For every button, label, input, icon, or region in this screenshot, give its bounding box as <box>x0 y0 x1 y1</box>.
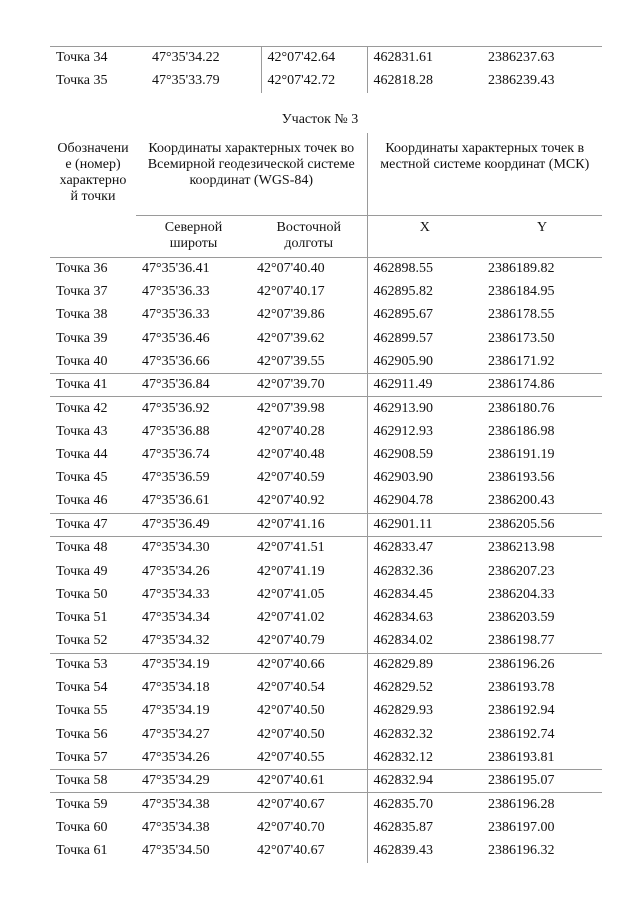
y-cell: 2386195.07 <box>482 770 602 793</box>
point-name: Точка 58 <box>50 770 136 793</box>
x-cell: 462835.70 <box>367 793 482 816</box>
y-cell: 2386196.32 <box>488 843 555 859</box>
header-msk: Координаты характерных точек в местной системе координат (МСК) <box>367 133 602 215</box>
longitude-cell: 42°07'40.67 <box>251 793 367 816</box>
point-name: Точка 51 <box>56 610 108 626</box>
x-cell: 462834.45 <box>367 583 482 606</box>
latitude-cell: 47°35'36.61 <box>142 493 210 509</box>
table-row <box>50 420 602 443</box>
latitude-cell: 47°35'34.50 <box>142 843 210 859</box>
longitude-cell: 42°07'42.64 <box>261 47 367 70</box>
x-cell: 462829.52 <box>367 676 482 699</box>
table-row <box>50 280 602 303</box>
longitude-cell: 42°07'39.55 <box>257 353 325 369</box>
x-cell: 462834.63 <box>367 606 482 629</box>
y-cell: 2386193.81 <box>488 749 555 765</box>
latitude-cell: 47°35'36.41 <box>136 257 251 280</box>
point-name: Точка 60 <box>56 819 108 835</box>
longitude-cell: 42°07'40.54 <box>257 679 325 695</box>
x-cell: 462903.90 <box>367 467 482 490</box>
table-row <box>50 723 602 746</box>
point-name: Точка 43 <box>56 423 108 439</box>
x-cell: 462913.90 <box>367 397 482 420</box>
point-name: Точка 52 <box>56 633 108 649</box>
longitude-cell: 42°07'40.40 <box>251 257 367 280</box>
point-name: Точка 61 <box>56 843 108 859</box>
longitude-cell: 42°07'40.59 <box>257 470 325 486</box>
point-name: Точка 44 <box>56 447 108 463</box>
latitude-cell: 47°35'33.79 <box>152 73 220 88</box>
x-cell: 462899.57 <box>367 327 482 350</box>
point-name: Точка 46 <box>56 493 108 509</box>
header-lon: Восточной долготы <box>276 219 341 251</box>
y-cell: 2386180.76 <box>482 397 602 420</box>
table-row <box>50 816 602 839</box>
y-cell: 2386189.82 <box>482 257 602 280</box>
x-cell: 462905.90 <box>367 350 482 373</box>
longitude-cell: 42°07'40.50 <box>257 726 325 742</box>
y-cell: 2386178.55 <box>488 307 555 323</box>
x-cell: 462895.67 <box>367 304 482 327</box>
x-cell: 462832.12 <box>367 746 482 769</box>
y-cell: 2386191.19 <box>488 447 555 463</box>
latitude-cell: 47°35'34.30 <box>136 537 251 560</box>
table-row <box>50 700 602 723</box>
longitude-cell: 42°07'39.86 <box>257 307 325 323</box>
x-cell: 462832.94 <box>367 770 482 793</box>
table-row <box>50 676 602 699</box>
point-name: Точка 36 <box>50 257 136 280</box>
y-cell: 2386196.26 <box>482 653 602 676</box>
latitude-cell: 47°35'34.22 <box>152 50 220 66</box>
top-coordinates-table <box>50 46 602 93</box>
header-y: Y <box>536 219 548 235</box>
y-cell: 2386198.77 <box>488 633 555 649</box>
latitude-cell: 47°35'34.18 <box>142 679 210 695</box>
x-cell: 462832.36 <box>367 560 482 583</box>
header-designation: Обозначени е (номер) характерно й точки <box>57 141 129 204</box>
x-cell: 462829.93 <box>367 700 482 723</box>
longitude-cell: 42°07'39.70 <box>251 373 367 396</box>
header-lat: Северной широты <box>164 219 223 251</box>
longitude-cell: 42°07'40.50 <box>257 703 325 719</box>
longitude-cell: 42°07'41.19 <box>257 563 325 579</box>
point-name: Точка 59 <box>50 793 136 816</box>
table-row <box>50 839 602 862</box>
table-row <box>50 257 602 280</box>
latitude-cell: 47°35'36.92 <box>136 397 251 420</box>
longitude-cell: 42°07'40.66 <box>251 653 367 676</box>
latitude-cell: 47°35'36.33 <box>142 307 210 323</box>
latitude-cell: 47°35'34.26 <box>142 749 210 765</box>
point-name: Точка 57 <box>56 749 108 765</box>
y-cell: 2386207.23 <box>488 563 555 579</box>
table-row <box>50 793 602 816</box>
table-row <box>50 467 602 490</box>
x-cell: 462898.55 <box>367 257 482 280</box>
x-cell: 462834.02 <box>367 630 482 653</box>
table-row <box>50 606 602 629</box>
point-name: Точка 54 <box>56 679 108 695</box>
latitude-cell: 47°35'36.33 <box>142 283 210 299</box>
longitude-cell: 42°07'39.62 <box>257 330 325 346</box>
table-row <box>50 630 602 653</box>
y-cell: 2386192.74 <box>488 726 555 742</box>
point-name: Точка 48 <box>50 537 136 560</box>
y-cell: 2386186.98 <box>488 423 555 439</box>
longitude-cell: 42°07'40.17 <box>257 283 325 299</box>
x-cell: 462895.82 <box>367 280 482 303</box>
x-cell: 462901.11 <box>367 513 482 536</box>
x-cell: 462818.28 <box>367 70 482 93</box>
x-cell: 462908.59 <box>367 443 482 466</box>
longitude-cell: 42°07'40.79 <box>257 633 325 649</box>
latitude-cell: 47°35'34.34 <box>142 610 210 626</box>
header-wgs: Координаты характерных точек во Всемирной геодезической системе координат (WGS-84) <box>136 133 367 215</box>
table-row <box>50 560 602 583</box>
coordinates-table <box>50 133 602 863</box>
x-cell: 462904.78 <box>367 490 482 513</box>
point-name: Точка 41 <box>50 373 136 396</box>
table-row <box>50 443 602 466</box>
x-cell: 462911.49 <box>367 373 482 396</box>
y-cell: 2386184.95 <box>488 283 555 299</box>
longitude-cell: 42°07'42.72 <box>261 70 367 93</box>
x-cell: 462829.89 <box>367 653 482 676</box>
table-row <box>50 327 602 350</box>
latitude-cell: 47°35'34.29 <box>136 770 251 793</box>
latitude-cell: 47°35'34.19 <box>136 653 251 676</box>
point-name: Точка 53 <box>50 653 136 676</box>
longitude-cell: 42°07'40.67 <box>257 843 325 859</box>
section-title: Участок № 3 <box>281 112 359 127</box>
longitude-cell: 42°07'41.16 <box>251 513 367 536</box>
latitude-cell: 47°35'34.38 <box>136 793 251 816</box>
longitude-cell: 42°07'41.51 <box>251 537 367 560</box>
point-name: Точка 38 <box>56 307 108 323</box>
latitude-cell: 47°35'34.33 <box>142 586 210 602</box>
y-cell: 2386239.43 <box>488 73 555 88</box>
y-cell: 2386193.78 <box>488 679 555 695</box>
latitude-cell: 47°35'36.74 <box>142 447 210 463</box>
point-name: Точка 50 <box>56 586 108 602</box>
table-row <box>50 304 602 327</box>
table-row <box>50 373 602 396</box>
table-row <box>50 70 602 93</box>
point-name: Точка 37 <box>56 283 108 299</box>
point-name: Точка 55 <box>56 703 108 719</box>
latitude-cell: 47°35'36.46 <box>142 330 210 346</box>
table-row <box>50 397 602 420</box>
y-cell: 2386174.86 <box>482 373 602 396</box>
point-name: Точка 34 <box>56 50 108 66</box>
longitude-cell: 42°07'40.61 <box>251 770 367 793</box>
latitude-cell: 47°35'36.59 <box>142 470 210 486</box>
point-name: Точка 39 <box>56 330 108 346</box>
point-name: Точка 35 <box>56 73 108 88</box>
table-row <box>50 770 602 793</box>
point-name: Точка 45 <box>56 470 108 486</box>
y-cell: 2386237.63 <box>488 50 555 66</box>
latitude-cell: 47°35'34.38 <box>142 819 210 835</box>
table-row <box>50 350 602 373</box>
latitude-cell: 47°35'34.19 <box>142 703 210 719</box>
longitude-cell: 42°07'40.92 <box>257 493 325 509</box>
x-cell: 462832.32 <box>367 723 482 746</box>
latitude-cell: 47°35'36.66 <box>142 353 210 369</box>
point-name: Точка 49 <box>56 563 108 579</box>
table-row <box>50 537 602 560</box>
y-cell: 2386192.94 <box>488 703 555 719</box>
x-cell: 462912.93 <box>367 420 482 443</box>
y-cell: 2386173.50 <box>488 330 555 346</box>
latitude-cell: 47°35'36.88 <box>142 423 210 439</box>
table-row <box>50 653 602 676</box>
y-cell: 2386205.56 <box>482 513 602 536</box>
longitude-cell: 42°07'39.98 <box>251 397 367 420</box>
table-row <box>50 47 602 70</box>
latitude-cell: 47°35'36.49 <box>136 513 251 536</box>
longitude-cell: 42°07'40.70 <box>257 819 325 835</box>
y-cell: 2386197.00 <box>488 819 555 835</box>
latitude-cell: 47°35'34.32 <box>142 633 210 649</box>
latitude-cell: 47°35'34.26 <box>142 563 210 579</box>
longitude-cell: 42°07'40.28 <box>257 423 325 439</box>
y-cell: 2386203.59 <box>488 610 555 626</box>
header-x: X <box>367 215 482 257</box>
point-name: Точка 40 <box>56 353 108 369</box>
point-name: Точка 56 <box>56 726 108 742</box>
y-cell: 2386171.92 <box>488 353 555 369</box>
longitude-cell: 42°07'40.55 <box>257 749 325 765</box>
latitude-cell: 47°35'36.84 <box>136 373 251 396</box>
y-cell: 2386193.56 <box>488 470 555 486</box>
x-cell: 462839.43 <box>367 839 482 862</box>
table-row <box>50 583 602 606</box>
x-cell: 462835.87 <box>367 816 482 839</box>
table-row <box>50 490 602 513</box>
longitude-cell: 42°07'41.02 <box>257 610 325 626</box>
table-row <box>50 746 602 769</box>
x-cell: 462833.47 <box>367 537 482 560</box>
point-name: Точка 42 <box>50 397 136 420</box>
x-cell: 462831.61 <box>367 47 482 70</box>
point-name: Точка 47 <box>50 513 136 536</box>
y-cell: 2386196.28 <box>482 793 602 816</box>
longitude-cell: 42°07'40.48 <box>257 447 325 463</box>
longitude-cell: 42°07'41.05 <box>257 586 325 602</box>
y-cell: 2386200.43 <box>488 493 555 509</box>
table-row <box>50 513 602 536</box>
y-cell: 2386204.33 <box>488 586 555 602</box>
y-cell: 2386213.98 <box>482 537 602 560</box>
latitude-cell: 47°35'34.27 <box>142 726 210 742</box>
